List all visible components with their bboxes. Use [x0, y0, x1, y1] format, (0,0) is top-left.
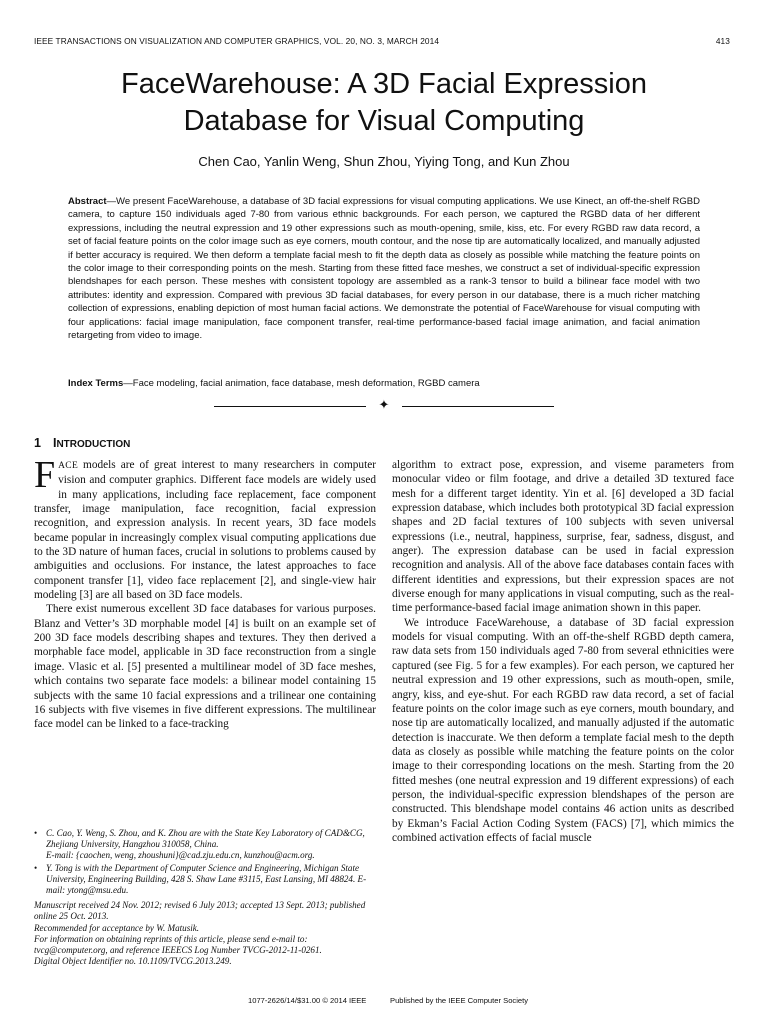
separator-line-right: [402, 406, 554, 407]
separator-line-left: [214, 406, 366, 407]
abstract-text: —We present FaceWarehouse, a database of 3D facial expressions for visual computing applications. We use Kinect, an off-the-shelf RGBD camera, to capture 150 individuals aged 7-80 from various ethnic backgrounds. For each person, we captured the RGBD data of her different expressions, including the neutral expression and 19 other expressions such as mouth-opening, smile, kiss, etc. For every RGBD raw data record, a set of facial feature points on the color image such as eye corners, mouth contour, and the nose tip are automatically localized, and manually adjusted if better accuracy is required. We then deform a template facial mesh to fit the depth data as closely as possible while matching the feature points on the color image to their corresponding points on the mesh. Starting from these fitted face meshes, we construct a set of individual-specific expression blendshapes for each person. These meshes with consistent topology are assembled as a rank-3 tensor to build a bilinear face model with two attributes: identity and expression. Compared with previous 3D facial databases, for every person in our database, there is a much richer matching collection of expressions, enabling depiction of most human facial actions. We demonstrate the potential of FaceWarehouse for visual computing with four applications: facial image manipulation, face component transfer, real-time performance-based facial image animation, and facial animation retargeting from video to image.: [68, 196, 700, 342]
affiliation-2-text: Y. Tong is with the Department of Computer Science and Engineering, Michigan State University, Engineering Building, 428 S. Shaw Lane #3115, East Lansing, MI 48824. E-mail: ytong@msu.edu.: [46, 862, 367, 896]
section-title-initial: I: [52, 436, 57, 450]
received-dates: Manuscript received 24 Nov. 2012; revised 6 July 2013; accepted 13 Sept. 2013; published online 25 Oct. 2013.: [34, 900, 366, 922]
paragraph-3: algorithm to extract pose, expression, and viseme parameters from monocular video or film footage, and drive a detailed 3D textured face mesh for a different target identity. Yin et al. [6] developed a 3D facial expression database, which includes both prototypical 3D facial expression shapes and 2D facial textures of 100 subjects with seven universal expressions (i.e., neutral, happiness, surprise, fear, sadness, disgust, and anger). The expression database can be used in facial expression recognition and analysis. All of the above face databases contain faces with different identities and expressions, but their expression spaces are not diverse enough for many applications in visual computing, such as the real-time performance-based facial image animation shown in this paper.: [392, 459, 734, 615]
separator-star-icon: ✦: [378, 397, 390, 412]
paragraph-4: We introduce FaceWarehouse, a database of 3D facial expression models for visual computing. With an off-the-shelf RGBD depth camera, raw data sets from 150 individuals aged 7-80 from several ethnicities were captured (see Fig. 5 for a few examples). For each person, we captured her neutral expression and 19 other expressions, such as mouth-open, smile, angry, kiss, and eye-shut. For each RGBD raw data record, a set of facial feature points on the color image such as eye corners, mouth boundary, and nose tip are automatically localized, and manually adjusted if the automatic detection is inaccurate. We then deform a template facial mesh to the depth data as closely as possible while matching the feature points on the color image to their corresponding locations on the mesh. Starting from the 20 fitted meshes (one neutral expression and 19 different expressions) of each person, the individual-specific expression blendshapes of the person are constructed. This blendshape model contains 46 action units as described by Ekman’s Facial Action Coding System (FACS) [7], which mimics the combined activation effects of facial muscle: [392, 616, 734, 844]
copyright: 1077-2626/14/$31.00 © 2014 IEEE: [248, 996, 367, 1005]
index-terms: [68, 377, 700, 390]
affiliation-1: [34, 828, 376, 862]
paragraph-1-text: models are of great interest to many researchers in computer vision and computer graphics. Different face models are widely used in many applications, including face replacement, face component transfer, image manipulation, face recognition, facial expression recognition, and expression analysis. In recent years, 3D face models became popular in increasingly complex visual computing applications due to the 3D nature of human faces, crucial in solutions to problems caused by ambiguities and occlusions. For instance, the latest approaches to face component transfer [1], video face replacement [2], and single-view hair modeling [3] are all based on 3D face models.: [34, 459, 376, 602]
footnotes: [34, 828, 376, 967]
title-line-1: FaceWarehouse: A 3D Facial Expression: [120, 68, 647, 100]
bullet-icon: •: [34, 862, 38, 873]
publisher: Published by the IEEE Computer Society: [390, 996, 529, 1005]
paragraph-2: There exist numerous excellent 3D face databases for various purposes. Blanz and Vetter’s 3D morphable model [4] is built on an example set of 200 3D face models describing shapes and textures. They then derived a morphable face model, applicable in 3D face reconstruction from a single image. Vlasic et al. [5] presented a multilinear model of 3D face meshes, which contains two separate face models: a bilinear model containing 15 subjects with the same 10 facial expressions and a trilinear one containing 16 subjects with five visemes in five different expressions. The multilinear face model can be linked to a face-tracking: [34, 603, 376, 731]
affiliation-1-email: E-mail: {caochen, weng, zhoushuni}@cad.zju.edu.cn, kunzhou@acm.org.: [46, 850, 315, 861]
section-number: 1: [34, 436, 41, 450]
abstract: [68, 195, 700, 342]
abstract-label: Abstract: [68, 196, 107, 207]
title-line-2: Database for Visual Computing: [183, 105, 585, 137]
bullet-icon: •: [34, 828, 38, 838]
author-list: Chen Cao, Yanlin Weng, Shun Zhou, Yiying Tong, and Kun Zhou: [198, 154, 570, 169]
affiliation-2: [34, 862, 376, 897]
paper-title: [0, 66, 768, 140]
section-heading: [34, 436, 130, 450]
dropcap: F: [34, 454, 56, 496]
reprints-info: For information on obtaining reprints of this article, please send e-mail to: tvcg@computer.org, and reference IEEECS Log Number TVCG-2012-11-0261.: [34, 933, 322, 956]
left-column: [34, 454, 376, 732]
paragraph-1: [34, 454, 376, 602]
section-title-rest: NTRODUCTION: [56, 439, 131, 450]
recommended-by: Recommended for acceptance by W. Matusik.: [34, 922, 200, 933]
running-head: [34, 36, 730, 46]
journal-header: IEEE TRANSACTIONS ON VISUALIZATION AND COMPUTER GRAPHICS, VOL. 20, NO. 3, MARCH 2014: [34, 36, 440, 46]
affiliation-1-line-1: C. Cao, Y. Weng, S. Zhou, and K. Zhou are with the State Key Laboratory of CAD&CG, Zhejiang University, Hangzhou 310058, China.: [46, 828, 365, 850]
doi: Digital Object Identifier no. 10.1109/TVCG.2013.249.: [34, 956, 232, 967]
dropcap-smallcaps: ACE: [58, 461, 79, 471]
manuscript-info: [34, 900, 376, 967]
index-terms-label: Index Terms: [68, 378, 124, 389]
page-number: 413: [715, 36, 730, 46]
right-column: [392, 458, 734, 845]
section-separator: [214, 399, 554, 413]
index-terms-text: —Face modeling, facial animation, face database, mesh deformation, RGBD camera: [123, 378, 480, 389]
